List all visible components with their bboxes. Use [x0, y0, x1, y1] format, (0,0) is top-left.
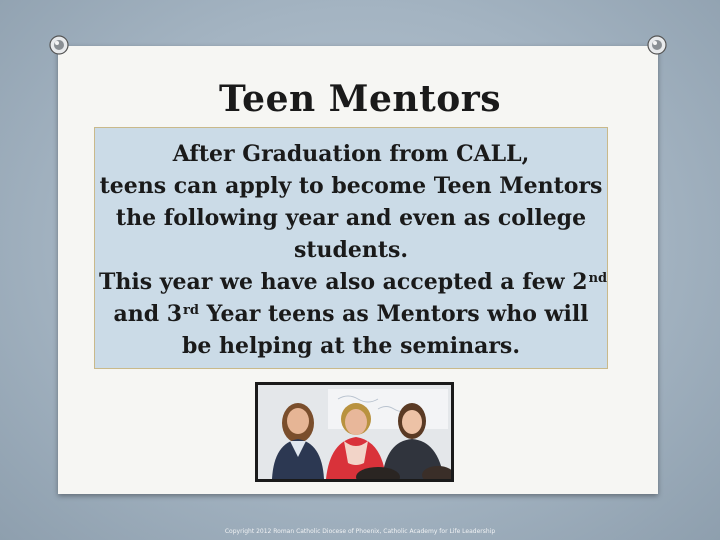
copyright-text: Copyright 2012 Roman Catholic Diocese of Phoenix, Catholic Academy for Life Leadership: [224, 528, 496, 535]
push-pin-icon: [646, 34, 668, 56]
body-line: teens can apply to become Teen Mentors: [99, 173, 603, 199]
body-line: students.: [293, 237, 409, 263]
body-line-text: and 3: [113, 301, 183, 327]
mentors-photo-illustration: [258, 385, 451, 479]
body-line: [99, 266, 608, 298]
body-line: [99, 298, 603, 330]
mentors-photo: [255, 382, 454, 482]
ordinal-suffix: rd: [183, 303, 199, 318]
body-line: the following year and even as college: [115, 205, 587, 231]
body-line-text: Year teens as Mentors who will: [199, 301, 589, 327]
push-pin-icon: [48, 34, 70, 56]
body-text-box: [94, 127, 608, 369]
body-line: be helping at the seminars.: [182, 333, 520, 359]
body-line-text: This year we have also accepted a few 2: [99, 269, 588, 295]
slide-title: Teen Mentors: [219, 78, 501, 120]
body-line: After Graduation from CALL,: [172, 141, 530, 167]
ordinal-suffix: nd: [588, 271, 608, 286]
